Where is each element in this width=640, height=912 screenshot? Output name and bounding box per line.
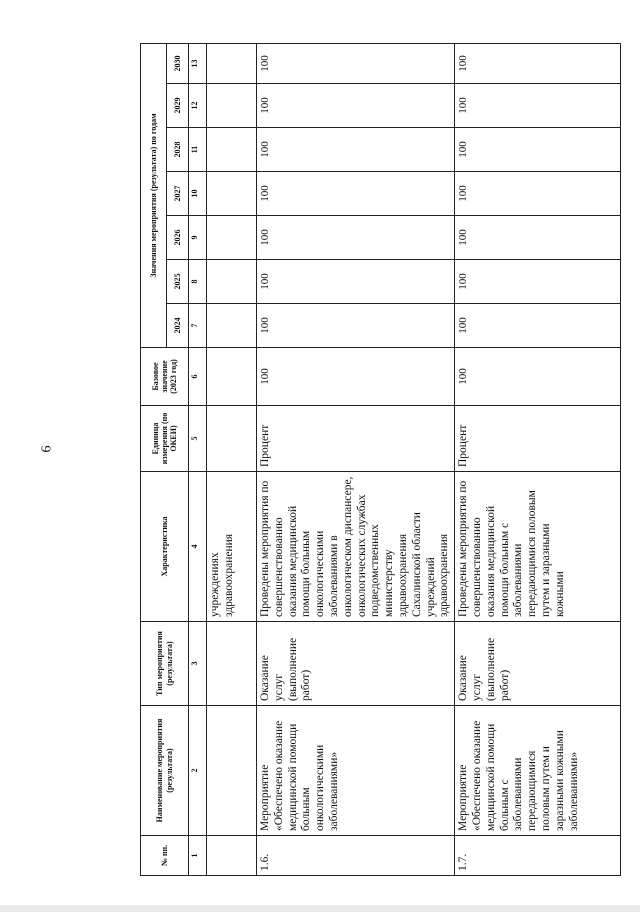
row-year-value: 100 <box>455 128 621 172</box>
column-number: 7 <box>189 304 207 348</box>
column-number: 2 <box>189 706 207 836</box>
cell-empty <box>207 84 257 128</box>
cell-empty <box>207 622 257 706</box>
header-year: 2028 <box>167 128 189 172</box>
column-number: 3 <box>189 622 207 706</box>
row-year-value: 100 <box>455 216 621 260</box>
header-unit: Единица измерения (по ОКЕИ) <box>141 406 189 472</box>
header-no: № пп. <box>141 836 189 876</box>
row-year-value: 100 <box>455 260 621 304</box>
column-number: 10 <box>189 172 207 216</box>
row-year-value: 100 <box>455 172 621 216</box>
row-unit: Процент <box>455 406 621 472</box>
column-number: 9 <box>189 216 207 260</box>
row-unit: Процент <box>257 406 455 472</box>
column-number: 11 <box>189 128 207 172</box>
continuation-row <box>207 43 257 875</box>
table-row <box>257 43 455 875</box>
column-number: 1 <box>189 836 207 876</box>
header-year: 2025 <box>167 260 189 304</box>
cell-empty <box>207 706 257 836</box>
row-year-value: 100 <box>257 216 455 260</box>
row-year-value: 100 <box>257 260 455 304</box>
row-year-value: 100 <box>257 43 455 83</box>
row-characteristic: Проведены мероприятия по совершенствованию оказания медицинской помощи больным онкологическими заболеваниями в онкологическом диспансере, онкологических службах подведомственных министерству здравоохранения Сахалинской области учреждений здравоохранения <box>257 472 455 622</box>
cell-empty <box>207 348 257 406</box>
row-name: Мероприятие «Обеспечено оказание медицинской помощи больным онкологическими заболеваниями» <box>257 706 455 836</box>
header-values-group: Значения мероприятия (результата) по годам <box>141 43 167 347</box>
header-year: 2027 <box>167 172 189 216</box>
measures-table <box>140 43 621 876</box>
header-base: Базовое значение (2023 год) <box>141 348 189 406</box>
cell-empty <box>207 43 257 83</box>
cell-empty <box>207 406 257 472</box>
cell-empty <box>207 836 257 876</box>
cell-empty <box>207 304 257 348</box>
row-type: Оказание услуг (выполнение работ) <box>455 622 621 706</box>
header-year: 2030 <box>167 43 189 83</box>
column-number: 6 <box>189 348 207 406</box>
row-type: Оказание услуг (выполнение работ) <box>257 622 455 706</box>
page-number: 6 <box>39 445 55 453</box>
row-number: 1.7. <box>455 836 621 876</box>
row-year-value: 100 <box>257 172 455 216</box>
column-number: 8 <box>189 260 207 304</box>
header-type: Тип мероприятия (результата) <box>141 622 189 706</box>
cell-empty <box>207 260 257 304</box>
row-characteristic: Проведены мероприятия по совершенствованию оказания медицинской помощи больным с заболеваниями передающимися половым путем и заразными кожными <box>455 472 621 622</box>
header-year: 2024 <box>167 304 189 348</box>
column-number: 13 <box>189 43 207 83</box>
rotated-table-wrapper <box>140 44 587 876</box>
row-year-value: 100 <box>257 84 455 128</box>
cell-empty <box>207 128 257 172</box>
row-year-value: 100 <box>455 304 621 348</box>
bottom-scan-edge <box>0 905 640 912</box>
column-numbers-row <box>189 43 207 875</box>
row-base-value: 100 <box>257 348 455 406</box>
row-year-value: 100 <box>257 128 455 172</box>
row-year-value: 100 <box>455 84 621 128</box>
cell-empty <box>207 216 257 260</box>
column-number: 12 <box>189 84 207 128</box>
header-characteristic: Характеристика <box>141 472 189 622</box>
header-name: Наименование мероприятия (результата) <box>141 706 189 836</box>
table-row <box>455 43 621 875</box>
column-number: 5 <box>189 406 207 472</box>
header-year: 2026 <box>167 216 189 260</box>
row-year-value: 100 <box>257 304 455 348</box>
continuation-characteristic: учреждениях здравоохранения <box>207 472 257 622</box>
row-base-value: 100 <box>455 348 621 406</box>
cell-empty <box>207 172 257 216</box>
row-name: Мероприятие «Обеспечено оказание медицинской помощи больным с заболеваниями передающимися половым путем и заразными кожными заболеваниями» <box>455 706 621 836</box>
column-number: 4 <box>189 472 207 622</box>
header-row <box>141 43 167 875</box>
row-number: 1.6. <box>257 836 455 876</box>
row-year-value: 100 <box>455 43 621 83</box>
header-year: 2029 <box>167 84 189 128</box>
